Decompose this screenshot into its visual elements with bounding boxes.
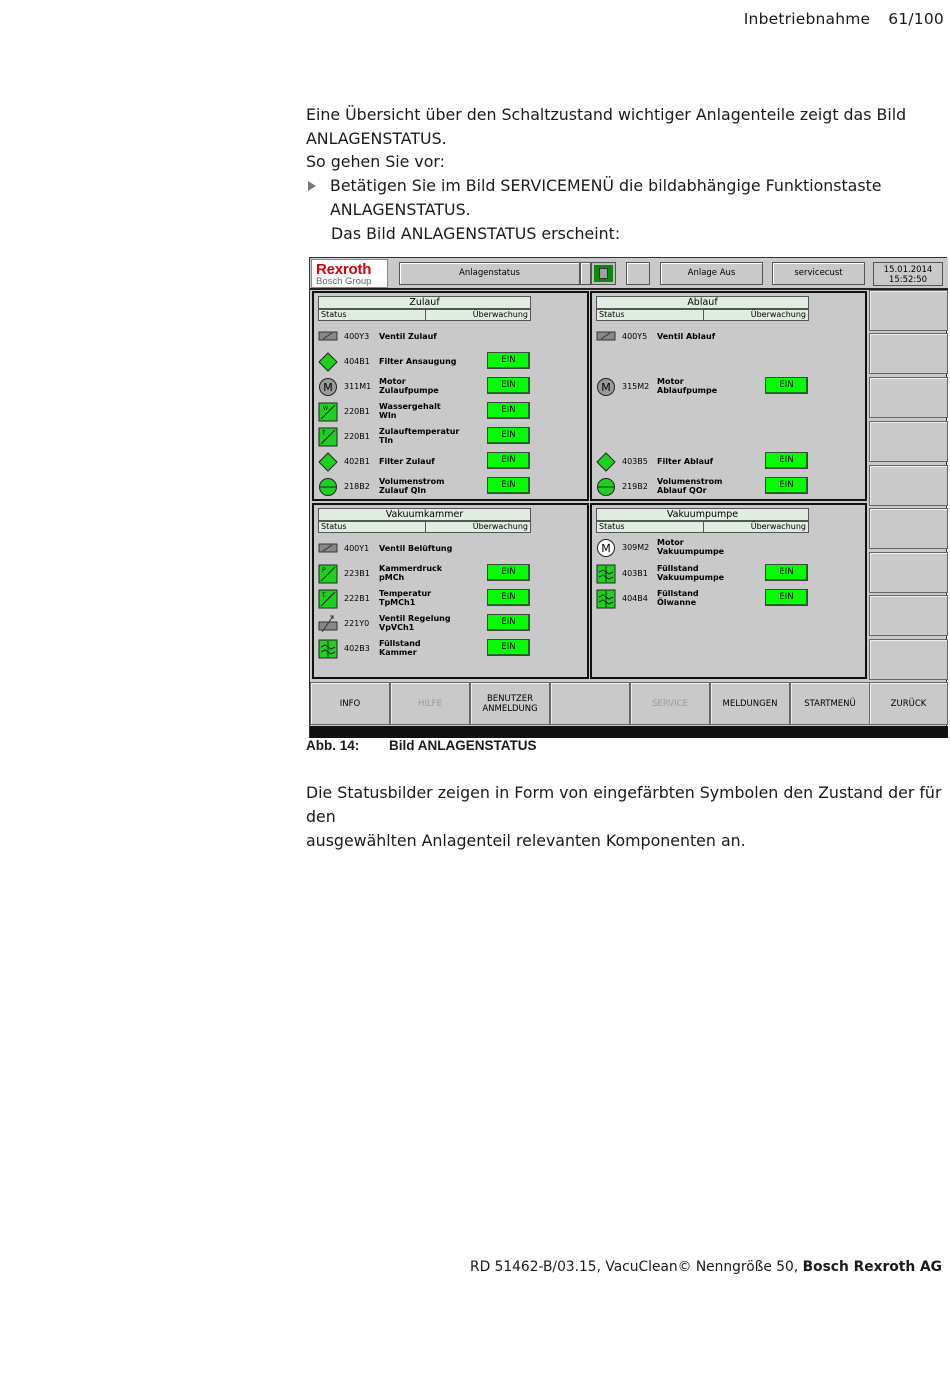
component-code: 309M2 xyxy=(622,543,650,552)
page-header xyxy=(744,10,944,28)
ein-button[interactable]: EIN xyxy=(487,377,530,394)
component-desc: Motor Ablaufpumpe xyxy=(657,377,718,395)
status-header: Status xyxy=(599,522,625,531)
side-softkey[interactable] xyxy=(869,421,948,462)
level-sensor-icon xyxy=(318,639,338,659)
monitor-header: Überwachung xyxy=(750,522,806,531)
component-desc: Filter Ablauf xyxy=(657,457,714,466)
component-row xyxy=(314,564,591,586)
topbar-empty-field xyxy=(626,262,650,285)
component-row xyxy=(592,477,869,499)
user-login-button[interactable] xyxy=(470,682,550,725)
logo-brand: Rexroth xyxy=(316,261,372,278)
paragraph-line: Die Statusbilder zeigen in Form von eingefärbten Symbolen den Zustand der für den xyxy=(306,783,942,826)
side-softkey[interactable] xyxy=(869,333,948,374)
component-row xyxy=(314,639,591,661)
component-desc: Füllstand Kammer xyxy=(379,639,421,657)
component-desc: Ventil Belüftung xyxy=(379,544,453,553)
temperature-sensor-icon xyxy=(318,589,338,609)
screen-name-field: Anlagenstatus xyxy=(399,262,580,285)
side-softkey[interactable] xyxy=(869,595,948,636)
page-number: 61/100 xyxy=(888,10,944,28)
datetime-display xyxy=(873,262,943,286)
component-desc: Kammerdruck pMCh xyxy=(379,564,443,582)
description-paragraph xyxy=(306,781,946,853)
ein-button[interactable]: EIN xyxy=(765,377,808,394)
messages-button[interactable]: MELDUNGEN xyxy=(710,682,790,725)
filter-icon xyxy=(318,352,338,372)
panel-column-headers xyxy=(318,309,531,321)
component-code: 404B1 xyxy=(344,357,370,366)
ein-button[interactable]: EIN xyxy=(487,427,530,444)
valve-icon xyxy=(318,329,338,349)
user-login-label: BENUTZER xyxy=(486,693,534,704)
hmi-screenshot xyxy=(309,257,947,738)
component-code: 402B1 xyxy=(344,457,370,466)
info-button[interactable]: INFO xyxy=(310,682,390,725)
ein-button[interactable]: EIN xyxy=(765,589,808,606)
svg-text:T: T xyxy=(322,592,326,599)
step-line: Betätigen Sie im Bild SERVICEMENÜ die bildabhängige Funktionstaste xyxy=(330,176,882,196)
intro-line: Eine Übersicht über den Schaltzustand wichtiger Anlagenteile zeigt das Bild xyxy=(306,105,907,124)
panel-title: Vakuumpumpe xyxy=(596,508,809,521)
footer-company: Bosch Rexroth AG xyxy=(802,1259,942,1275)
triangle-bullet-icon xyxy=(308,181,316,191)
component-desc: Wassergehalt WIn xyxy=(379,402,441,420)
side-softkey[interactable] xyxy=(869,465,948,506)
ein-button[interactable]: EIN xyxy=(487,614,530,631)
component-code: 311M1 xyxy=(344,382,372,391)
back-button[interactable]: ZURÜCK xyxy=(869,682,948,725)
component-desc: Zulauftemperatur TIn xyxy=(379,427,460,445)
component-code: 222B1 xyxy=(344,594,370,603)
ein-button[interactable]: EIN xyxy=(765,564,808,581)
control-valve-icon xyxy=(318,614,338,634)
component-row xyxy=(592,564,869,586)
component-row xyxy=(314,352,591,374)
figure-caption xyxy=(306,738,537,753)
rexroth-logo xyxy=(311,259,388,288)
intro-text xyxy=(306,103,926,245)
monitor-header: Überwachung xyxy=(750,310,806,319)
component-row xyxy=(314,377,591,399)
svg-text:W: W xyxy=(323,406,328,412)
component-code: 404B4 xyxy=(622,594,648,603)
svg-text:M: M xyxy=(601,381,611,394)
component-desc: Ventil Regelung VpVCh1 xyxy=(379,614,451,632)
status-header: Status xyxy=(599,310,625,319)
component-code: 400Y5 xyxy=(622,332,648,341)
component-code: 315M2 xyxy=(622,382,650,391)
ein-button[interactable]: EIN xyxy=(765,477,808,494)
panel-column-headers xyxy=(318,521,531,533)
component-code: 219B2 xyxy=(622,482,648,491)
pressure-sensor-icon xyxy=(318,564,338,584)
component-row xyxy=(592,538,869,560)
level-sensor-icon xyxy=(596,589,616,609)
panel-column-headers xyxy=(596,521,809,533)
side-softkey[interactable] xyxy=(869,290,948,331)
component-row xyxy=(314,402,591,424)
component-desc: Motor Zulaufpumpe xyxy=(379,377,439,395)
step-result: Das Bild ANLAGENSTATUS erscheint: xyxy=(331,223,621,243)
component-code: 218B2 xyxy=(344,482,370,491)
component-code: 400Y3 xyxy=(344,332,370,341)
panel-ablauf xyxy=(590,291,867,501)
component-row xyxy=(314,427,591,449)
intro-line: So gehen Sie vor: xyxy=(306,152,445,172)
side-softkey[interactable] xyxy=(869,508,948,549)
ein-button[interactable]: EIN xyxy=(487,639,530,656)
service-button[interactable]: SERVICE xyxy=(630,682,710,725)
component-desc: Motor Vakuumpumpe xyxy=(657,538,725,556)
flow-meter-icon xyxy=(596,477,616,497)
component-row xyxy=(592,452,869,474)
filter-icon xyxy=(596,452,616,472)
component-row xyxy=(314,452,591,474)
filter-icon xyxy=(318,452,338,472)
ein-button[interactable]: EIN xyxy=(765,452,808,469)
component-desc: Filter Ansaugung xyxy=(379,357,457,366)
component-row xyxy=(314,477,591,499)
blank-function-key[interactable] xyxy=(550,682,630,725)
svg-text:M: M xyxy=(323,381,333,394)
component-desc: Ventil Zulauf xyxy=(379,332,437,341)
component-row xyxy=(314,614,591,636)
component-desc: Volumenstrom Zulauf QIn xyxy=(379,477,445,495)
page-footer xyxy=(470,1259,942,1275)
panel-column-headers xyxy=(596,309,809,321)
hmi-bottom-bar xyxy=(310,726,948,738)
valve-icon xyxy=(596,329,616,349)
panel-title: Ablauf xyxy=(596,296,809,309)
user-field: servicecust xyxy=(772,262,865,285)
monitor-header: Überwachung xyxy=(472,310,528,319)
component-row xyxy=(314,589,591,611)
motor-icon xyxy=(596,377,616,397)
user-login-label: ANMELDUNG xyxy=(482,703,538,714)
valve-icon xyxy=(318,541,338,561)
hmi-topbar xyxy=(310,258,948,290)
ein-button[interactable]: EIN xyxy=(487,402,530,419)
intro-line: ANLAGENSTATUS. xyxy=(306,128,447,148)
panel-vakuumpumpe xyxy=(590,503,867,679)
component-code: 400Y1 xyxy=(344,544,370,553)
function-keys xyxy=(310,682,948,725)
component-desc: Ventil Ablauf xyxy=(657,332,716,341)
ein-button[interactable]: EIN xyxy=(487,564,530,581)
plant-state-icon[interactable] xyxy=(591,262,616,285)
component-desc: Filter Zulauf xyxy=(379,457,435,466)
ein-button[interactable]: EIN xyxy=(487,477,530,494)
level-sensor-icon xyxy=(596,564,616,584)
component-code: 220B1 xyxy=(344,407,370,416)
side-softkey[interactable] xyxy=(869,377,948,418)
figure-number: Abb. 14: xyxy=(306,738,360,753)
panel-title: Zulauf xyxy=(318,296,531,309)
instruction-step xyxy=(306,174,926,221)
side-softkey[interactable] xyxy=(869,552,948,593)
svg-text:T: T xyxy=(322,430,326,437)
component-code: 403B5 xyxy=(622,457,648,466)
component-code: 402B3 xyxy=(344,644,370,653)
figure-title: Bild ANLAGENSTATUS xyxy=(389,738,537,753)
side-softkey[interactable] xyxy=(869,639,948,680)
ein-button[interactable]: EIN xyxy=(487,352,530,369)
motor-icon xyxy=(318,377,338,397)
time-text: 15:52:50 xyxy=(888,275,928,285)
component-row xyxy=(314,541,591,563)
component-row xyxy=(314,329,591,351)
panel-title: Vakuumkammer xyxy=(318,508,531,521)
water-sensor-icon xyxy=(318,402,338,422)
panel-zulauf xyxy=(312,291,589,501)
component-desc: Füllstand Vakuumpumpe xyxy=(657,564,725,582)
topbar-spacer xyxy=(580,262,591,285)
component-desc: Füllstand Ölwanne xyxy=(657,589,699,607)
ein-button[interactable]: EIN xyxy=(487,589,530,606)
status-header: Status xyxy=(321,522,347,531)
monitor-header: Überwachung xyxy=(472,522,528,531)
component-desc: Temperatur TpMCh1 xyxy=(379,589,432,607)
component-code: 403B1 xyxy=(622,569,648,578)
status-header: Status xyxy=(321,310,347,319)
date-text: 15.01.2014 xyxy=(883,265,933,275)
start-menu-button[interactable]: STARTMENÜ xyxy=(790,682,870,725)
paragraph-line: ausgewählten Anlagenteil relevanten Komponenten an. xyxy=(306,831,746,850)
component-code: 221Y0 xyxy=(344,619,370,628)
panel-vakuumkammer xyxy=(312,503,589,679)
component-row xyxy=(592,589,869,611)
temperature-sensor-icon xyxy=(318,427,338,447)
motor-icon xyxy=(596,538,616,558)
footer-doc-ref: RD 51462-B/03.15, VacuClean© Nenngröße 50, xyxy=(469,1259,803,1275)
component-row xyxy=(592,377,869,399)
help-button[interactable]: HILFE xyxy=(390,682,470,725)
component-desc: Volumenstrom Ablauf QOr xyxy=(657,477,723,495)
svg-text:P: P xyxy=(322,567,326,574)
step-line: ANLAGENSTATUS. xyxy=(330,199,471,219)
logo-group: Bosch Group xyxy=(316,276,372,287)
svg-text:M: M xyxy=(601,542,611,555)
component-code: 223B1 xyxy=(344,569,370,578)
component-code: 220B1 xyxy=(344,432,370,441)
ein-button[interactable]: EIN xyxy=(487,452,530,469)
plant-state-field: Anlage Aus xyxy=(660,262,763,285)
component-row xyxy=(592,329,869,351)
section-title: Inbetriebnahme xyxy=(743,10,871,28)
flow-meter-icon xyxy=(318,477,338,497)
